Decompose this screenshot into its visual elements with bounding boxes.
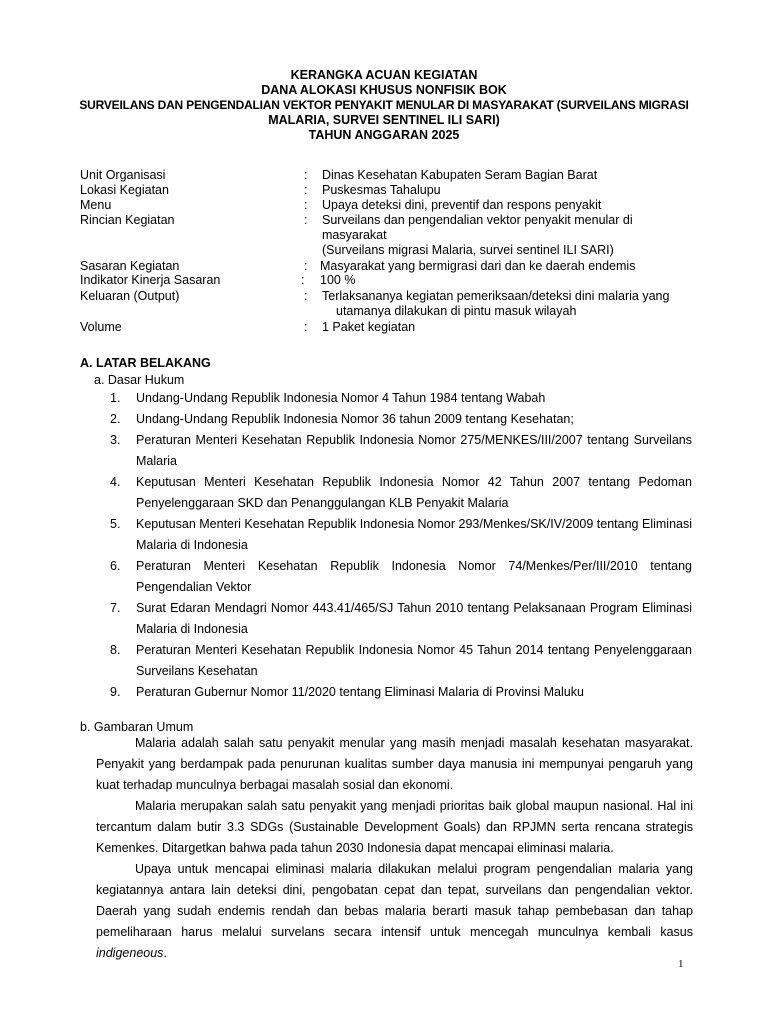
info-label: Unit Organisasi (80, 168, 166, 182)
list-number: 1. (110, 391, 121, 405)
info-value-cont: (Surveilans migrasi Malaria, survei sentinel ILI SARI) (322, 243, 614, 257)
list-text: Peraturan Menteri Kesehatan Republik Indonesia Nomor 45 Tahun 2014 tentang Penyelenggaraan Surveilans Kesehatan (136, 643, 692, 678)
info-row-lokasi (80, 183, 700, 198)
paragraph: Malaria merupakan salah satu penyakit yang menjadi prioritas baik global maupun nasional. Hal ini tercantum dalam butir 3.3 SDGs (Sustainable Development Goals) dan RPJMN serta rencana strategis Kemenkes. Ditargetkan bahwa pada tahun 2030 Indonesia dapat mencapai eliminasi malaria. (96, 799, 693, 855)
info-value: Masyarakat yang bermigrasi dari dan ke daerah endemis (320, 259, 636, 273)
info-row-keluaran (80, 289, 700, 319)
info-label: Sasaran Kegiatan (80, 259, 180, 273)
legal-basis-item (92, 430, 692, 472)
activity-info-table (80, 168, 700, 335)
info-colon: : (304, 213, 308, 227)
list-text: Keputusan Menteri Kesehatan Republik Indonesia Nomor 42 Tahun 2007 tentang Pedoman Penyelenggaraan SKD dan Penanggulangan KLB Penyakit Malaria (136, 475, 692, 510)
info-row-indikator (80, 274, 700, 286)
title-line-3: SURVEILANS DAN PENGENDALIAN VEKTOR PENYAKIT MENULAR DI MASYARAKAT (SURVEILANS MIGRASI (79, 98, 689, 112)
list-text: Peraturan Gubernur Nomor 11/2020 tentang Eliminasi Malaria di Provinsi Maluku (136, 685, 584, 699)
list-text: Peraturan Menteri Kesehatan Republik Indonesia Nomor 74/Menkes/Per/III/2010 tentang Pengendalian Vektor (136, 559, 692, 594)
info-colon: : (304, 183, 308, 197)
info-value: Upaya deteksi dini, preventif dan respons penyakit (322, 198, 602, 212)
list-number: 2. (110, 412, 121, 426)
info-colon: : (304, 320, 308, 334)
subsection-dasar-hukum: a. Dasar Hukum (94, 373, 185, 387)
list-number: 3. (110, 433, 121, 447)
legal-basis-list (92, 388, 692, 703)
legal-basis-item (92, 640, 692, 682)
info-label: Keluaran (Output) (80, 289, 180, 303)
paragraph-end: . (163, 946, 167, 960)
info-row-unit (80, 168, 700, 183)
list-text: Surat Edaran Mendagri Nomor 443.41/465/SJ Tahun 2010 tentang Pelaksanaan Program Eliminasi Malaria di Indonesia (136, 601, 692, 636)
info-colon: : (304, 259, 308, 273)
info-row-volume (80, 320, 700, 335)
list-number: 4. (110, 475, 121, 489)
title-line-4: MALARIA, SURVEI SENTINEL ILI SARI) (268, 113, 500, 127)
title-line-2: DANA ALOKASI KHUSUS NONFISIK BOK (261, 83, 507, 97)
legal-basis-item (92, 556, 692, 598)
info-row-sasaran (80, 259, 700, 274)
info-colon: : (304, 168, 308, 182)
info-value: Puskesmas Tahalupu (322, 183, 441, 197)
subsection-gambaran-umum: b. Gambaran Umum (80, 720, 194, 734)
legal-basis-item (92, 409, 692, 430)
list-number: 7. (110, 601, 121, 615)
legal-basis-item (92, 598, 692, 640)
legal-basis-item (92, 514, 692, 556)
info-value: Terlaksananya kegiatan pemeriksaan/deteksi dini malaria yang (322, 289, 670, 303)
document-title-block (60, 68, 708, 143)
page-number: 1 (678, 958, 684, 970)
list-number: 5. (110, 517, 121, 531)
info-value-cont: utamanya dilakukan di pintu masuk wilayah (336, 304, 577, 318)
legal-basis-item (92, 388, 692, 409)
paragraph: Malaria adalah salah satu penyakit menular yang masih menjadi masalah kesehatan masyarakat. Penyakit yang berdampak pada penurunan kualitas sumber daya manusia ini mempunyai pengaruh yang kuat terhadap munculnya berbagai masalah sosial dan ekonomi. (96, 736, 693, 792)
list-number: 6. (110, 559, 121, 573)
info-colon: : (301, 273, 305, 287)
italic-term: indigeneous (96, 946, 164, 960)
info-label: Indikator Kinerja Sasaran (80, 273, 221, 287)
title-line-1: KERANGKA ACUAN KEGIATAN (290, 68, 478, 82)
legal-basis-item (92, 682, 692, 703)
info-label: Volume (80, 320, 122, 334)
title-line-5: TAHUN ANGGARAN 2025 (308, 128, 460, 142)
list-number: 8. (110, 643, 121, 657)
info-value: Surveilans dan pengendalian vektor penyakit menular di masyarakat (322, 213, 633, 242)
info-colon: : (304, 289, 308, 303)
overview-paragraphs (96, 733, 693, 964)
list-text: Keputusan Menteri Kesehatan Republik Indonesia Nomor 293/Menkes/SK/IV/2009 tentang Eliminasi Malaria di Indonesia (136, 517, 692, 552)
section-heading-latar-belakang: A. LATAR BELAKANG (80, 356, 211, 370)
info-value: 100 % (320, 273, 356, 287)
info-label: Lokasi Kegiatan (80, 183, 169, 197)
info-label: Rincian Kegiatan (80, 213, 175, 227)
legal-basis-item (92, 472, 692, 514)
info-colon: : (304, 198, 308, 212)
paragraph (96, 859, 693, 964)
info-label: Menu (80, 198, 112, 212)
list-text: Peraturan Menteri Kesehatan Republik Indonesia Nomor 275/MENKES/III/2007 tentang Surveilans Malaria (136, 433, 692, 468)
list-text: Undang-Undang Republik Indonesia Nomor 4 Tahun 1984 tentang Wabah (136, 391, 546, 405)
info-row-menu (80, 198, 700, 213)
info-row-rincian (80, 213, 700, 258)
list-text: Undang-Undang Republik Indonesia Nomor 36 tahun 2009 tentang Kesehatan; (136, 412, 574, 426)
info-value: Dinas Kesehatan Kabupaten Seram Bagian Barat (322, 168, 598, 182)
list-number: 9. (110, 685, 121, 699)
info-value: 1 Paket kegiatan (322, 320, 416, 334)
paragraph-text: Upaya untuk mencapai eliminasi malaria dilakukan melalui program pengendalian malaria yang kegiatannya antara lain deteksi dini, pengobatan cepat dan tepat, surveilans dan pengendalian vektor. Daerah yang sudah endemis rendah dan bebas malaria berarti masuk tahap pembebasan dan tahap pemeliharaan harus melalui survelans secara intensif untuk mencegah munculnya kembali kasus (96, 862, 693, 939)
